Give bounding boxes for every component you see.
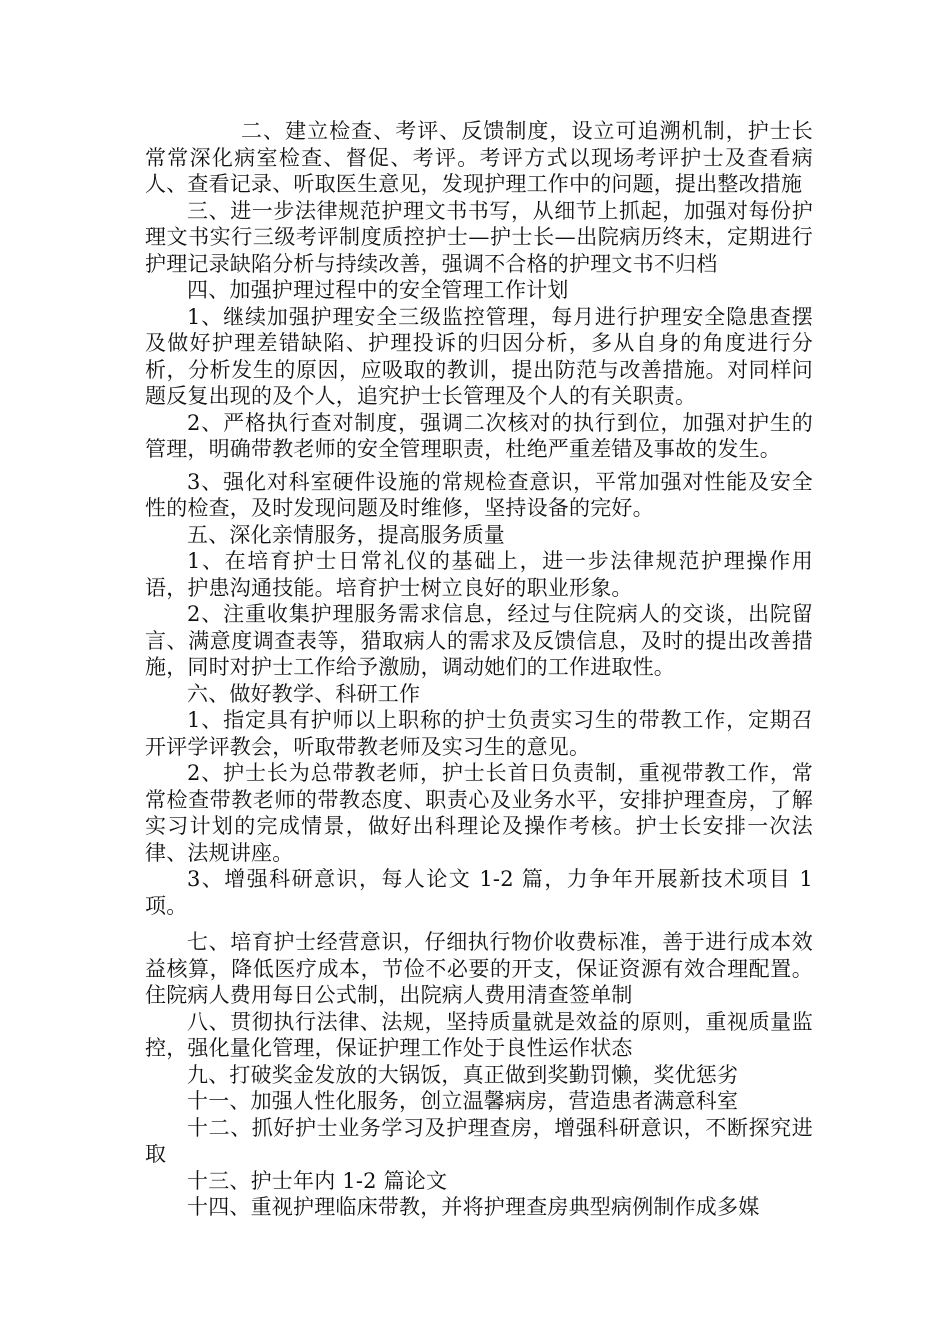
paragraph-section-9: 九、打破奖金发放的大锅饭，真正做到奖勤罚懒，奖优惩劣	[187, 1062, 739, 1087]
heading-section-6: 六、做好教学、科研工作	[187, 681, 421, 706]
paragraph-5-item-2: 2、注重收集护理服务需求信息，经过与住院病人的交谈，出院留言、满意度调查表等，猎取病人的需求及反馈信息，及时的提出改善措施，同时对护士工作给予激励，调动她们的工作进取性。	[145, 602, 813, 679]
paragraph-6-item-3: 3、增强科研意识，每人论文 1-2 篇，力争年开展新技术项目 1 项。	[145, 867, 813, 918]
paragraph-5-item-1: 1、在培育护士日常礼仪的基础上，进一步法律规范护理操作用语，护患沟通技能。培育护士树立良好的职业形象。	[145, 549, 813, 600]
heading-section-5: 五、深化亲情服务，提高服务质量	[187, 522, 505, 547]
paragraph-4-item-3: 3、强化对科室硬件设施的常规检查意识，平常加强对性能及安全性的检查，及时发现问题及时维修，坚持设备的完好。	[145, 469, 813, 520]
paragraph-section-13: 十三、护士年内 1-2 篇论文	[187, 1168, 448, 1193]
paragraph-section-14: 十四、重视护理临床带教，并将护理查房典型病例制作成多媒	[187, 1195, 760, 1219]
document-body	[145, 118, 813, 1221]
paragraph-section-11: 十一、加强人性化服务，创立温馨病房，营造患者满意科室	[187, 1089, 739, 1113]
paragraph-6-item-2: 2、护士长为总带教老师，护士长首日负责制，重视带教工作，常常检查带教老师的带教态度、职责心及业务水平，安排护理查房，了解实习计划的完成情景，做好出科理论及操作考核。护士长安排一次法律、法规讲座。	[145, 761, 813, 865]
paragraph-section-12: 十二、抓好护士业务学习及护理查房，增强科研意识，不断探究进取	[145, 1115, 813, 1166]
paragraph-section-8: 八、贯彻执行法律、法规，坚持质量就是效益的原则，重视质量监控，强化量化管理，保证护理工作处于良性运作状态	[145, 1009, 813, 1060]
paragraph-section-2: 二、建立检查、考评、反馈制度，设立可追溯机制，护士长常常深化病室检查、督促、考评。考评方式以现场考评护士及查看病人、查看记录、听取医生意见，发现护理工作中的问题，提出整改措施	[145, 119, 813, 196]
paragraph-4-item-2: 2、严格执行查对制度，强调二次核对的执行到位，加强对护生的管理，明确带教老师的安全管理职责，杜绝严重差错及事故的发生。	[145, 410, 813, 461]
paragraph-4-item-1: 1、继续加强护理安全三级监控管理，每月进行护理安全隐患查摆及做好护理差错缺陷、护理投诉的归因分析，多从自身的角度进行分析，分析发生的原因，应吸取的教训，提出防范与改善措施。对同样问题反复出现的及个人，追究护士长管理及个人的有关职责。	[145, 304, 813, 408]
paragraph-6-item-1: 1、指定具有护师以上职称的护士负责实习生的带教工作，定期召开评学评教会，听取带教老师及实习生的意见。	[145, 708, 813, 759]
paragraph-section-7: 七、培育护士经营意识，仔细执行物价收费标准，善于进行成本效益核算，降低医疗成本，节俭不必要的开支，保证资源有效合理配置。住院病人费用每日公式制，出院病人费用清查签单制	[145, 930, 813, 1007]
paragraph-section-3: 三、进一步法律规范护理文书书写，从细节上抓起，加强对每份护理文书实行三级考评制度质控护士—护士长—出院病历终末，定期进行护理记录缺陷分析与持续改善，强调不合格的护理文书不归档	[145, 198, 813, 276]
heading-section-4: 四、加强护理过程中的安全管理工作计划	[187, 278, 569, 302]
